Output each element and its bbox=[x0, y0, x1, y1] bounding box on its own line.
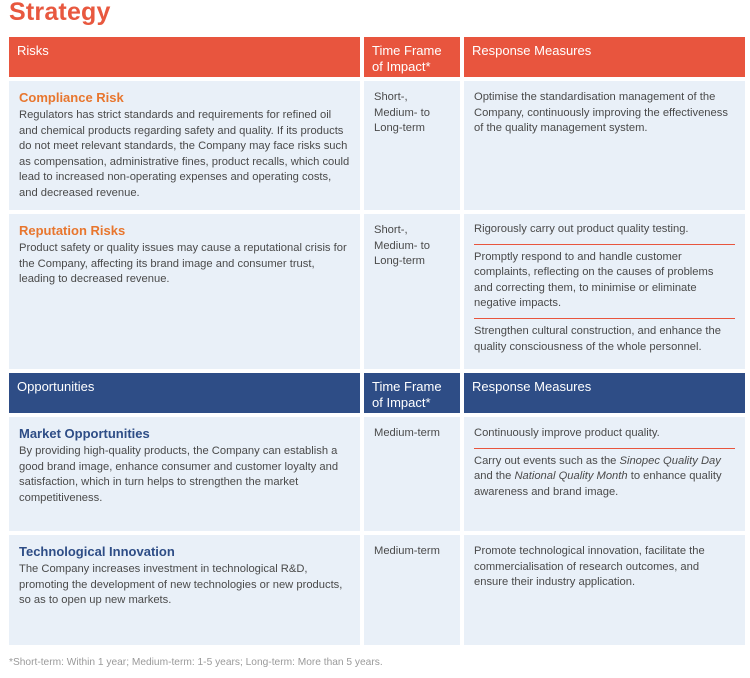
opp-measures bbox=[464, 535, 745, 645]
risk-row-reputation bbox=[9, 214, 360, 369]
measure-item: Rigorously carry out product quality testing. bbox=[474, 223, 689, 235]
risks-header-label: Risks bbox=[17, 43, 49, 58]
event-name: Sinopec Quality Day bbox=[619, 454, 721, 467]
measure-text: to enhance quality awareness and brand image. bbox=[474, 470, 722, 498]
opp-row-market bbox=[9, 417, 360, 531]
measure-item: Promptly respond to and handle customer complaints, reflecting on the causes of problems and correcting them, to minimise or eliminate negative impacts. bbox=[474, 244, 735, 318]
measure-item: Promote technological innovation, facilitate the commercialisation of research outcomes, and ensure their industry application. bbox=[474, 545, 705, 589]
timeframe-text: Medium-term bbox=[374, 427, 440, 439]
risk-row-compliance bbox=[9, 81, 360, 210]
opp-description: The Company increases investment in technological R&D, promoting the development of new technologies or new products, so as to open up new markets. bbox=[19, 563, 343, 607]
timeframe-text: Short-, Medium- to Long-term bbox=[374, 224, 430, 268]
opps-timeframe-header bbox=[364, 373, 460, 413]
measure-item-events bbox=[474, 448, 735, 507]
response-header-label: Response Measures bbox=[472, 379, 592, 394]
risk-measures bbox=[464, 214, 745, 369]
risks-timeframe-header bbox=[364, 37, 460, 77]
timeframe-text: Medium-term bbox=[374, 545, 440, 557]
measure-item: Optimise the standardisation management of the Company, continuously improving the effectiveness of the quality management system. bbox=[474, 91, 728, 135]
opp-timeframe bbox=[364, 535, 460, 645]
footnote: *Short-term: Within 1 year; Medium-term: 1-5 years; Long-term: More than 5 years. bbox=[9, 657, 383, 668]
risk-title: Compliance Risk bbox=[19, 90, 124, 105]
opp-timeframe bbox=[364, 417, 460, 531]
risk-measures bbox=[464, 81, 745, 210]
risk-title: Reputation Risks bbox=[19, 223, 126, 238]
opportunities-header-label: Opportunities bbox=[17, 379, 95, 394]
response-header-label: Response Measures bbox=[472, 43, 592, 58]
risk-description: Regulators has strict standards and requirements for refined oil and chemical products regarding safety and quality. If its products do not meet relevant standards, the Company may face risks such as compensation, administrative fines, product recalls, which could lead to increased non-operating expenses and operating costs, and decreased revenue. bbox=[19, 109, 350, 199]
opp-row-tech bbox=[9, 535, 360, 645]
risk-timeframe bbox=[364, 81, 460, 210]
risks-response-header bbox=[464, 37, 745, 77]
opportunities-header bbox=[9, 373, 360, 413]
timeframe-header-label: Time Frame of Impact* bbox=[372, 43, 442, 74]
risk-description: Product safety or quality issues may cause a reputational crisis for the Company, affecting its brand image and consumer trust, leading to decreased revenue. bbox=[19, 242, 347, 286]
page-title: Strategy bbox=[9, 0, 111, 26]
timeframe-text: Short-, Medium- to Long-term bbox=[374, 91, 430, 135]
opp-measures bbox=[464, 417, 745, 531]
measure-item: Continuously improve product quality. bbox=[474, 427, 660, 439]
risk-timeframe bbox=[364, 214, 460, 369]
opp-description: By providing high-quality products, the Company can establish a good brand image, enhance consumer and customer loyalty and satisfaction, which in turn helps to strengthen the market competitiveness. bbox=[19, 445, 339, 504]
opps-response-header bbox=[464, 373, 745, 413]
measure-text: and the bbox=[474, 470, 515, 483]
measure-item: Strengthen cultural construction, and enhance the quality consciousness of the whole personnel. bbox=[474, 318, 735, 361]
event-name: National Quality Month bbox=[514, 470, 628, 483]
risks-header bbox=[9, 37, 360, 77]
opp-title: Technological Innovation bbox=[19, 544, 175, 559]
timeframe-header-label: Time Frame of Impact* bbox=[372, 379, 442, 410]
opp-title: Market Opportunities bbox=[19, 426, 150, 441]
measure-text: Carry out events such as the bbox=[474, 454, 620, 467]
